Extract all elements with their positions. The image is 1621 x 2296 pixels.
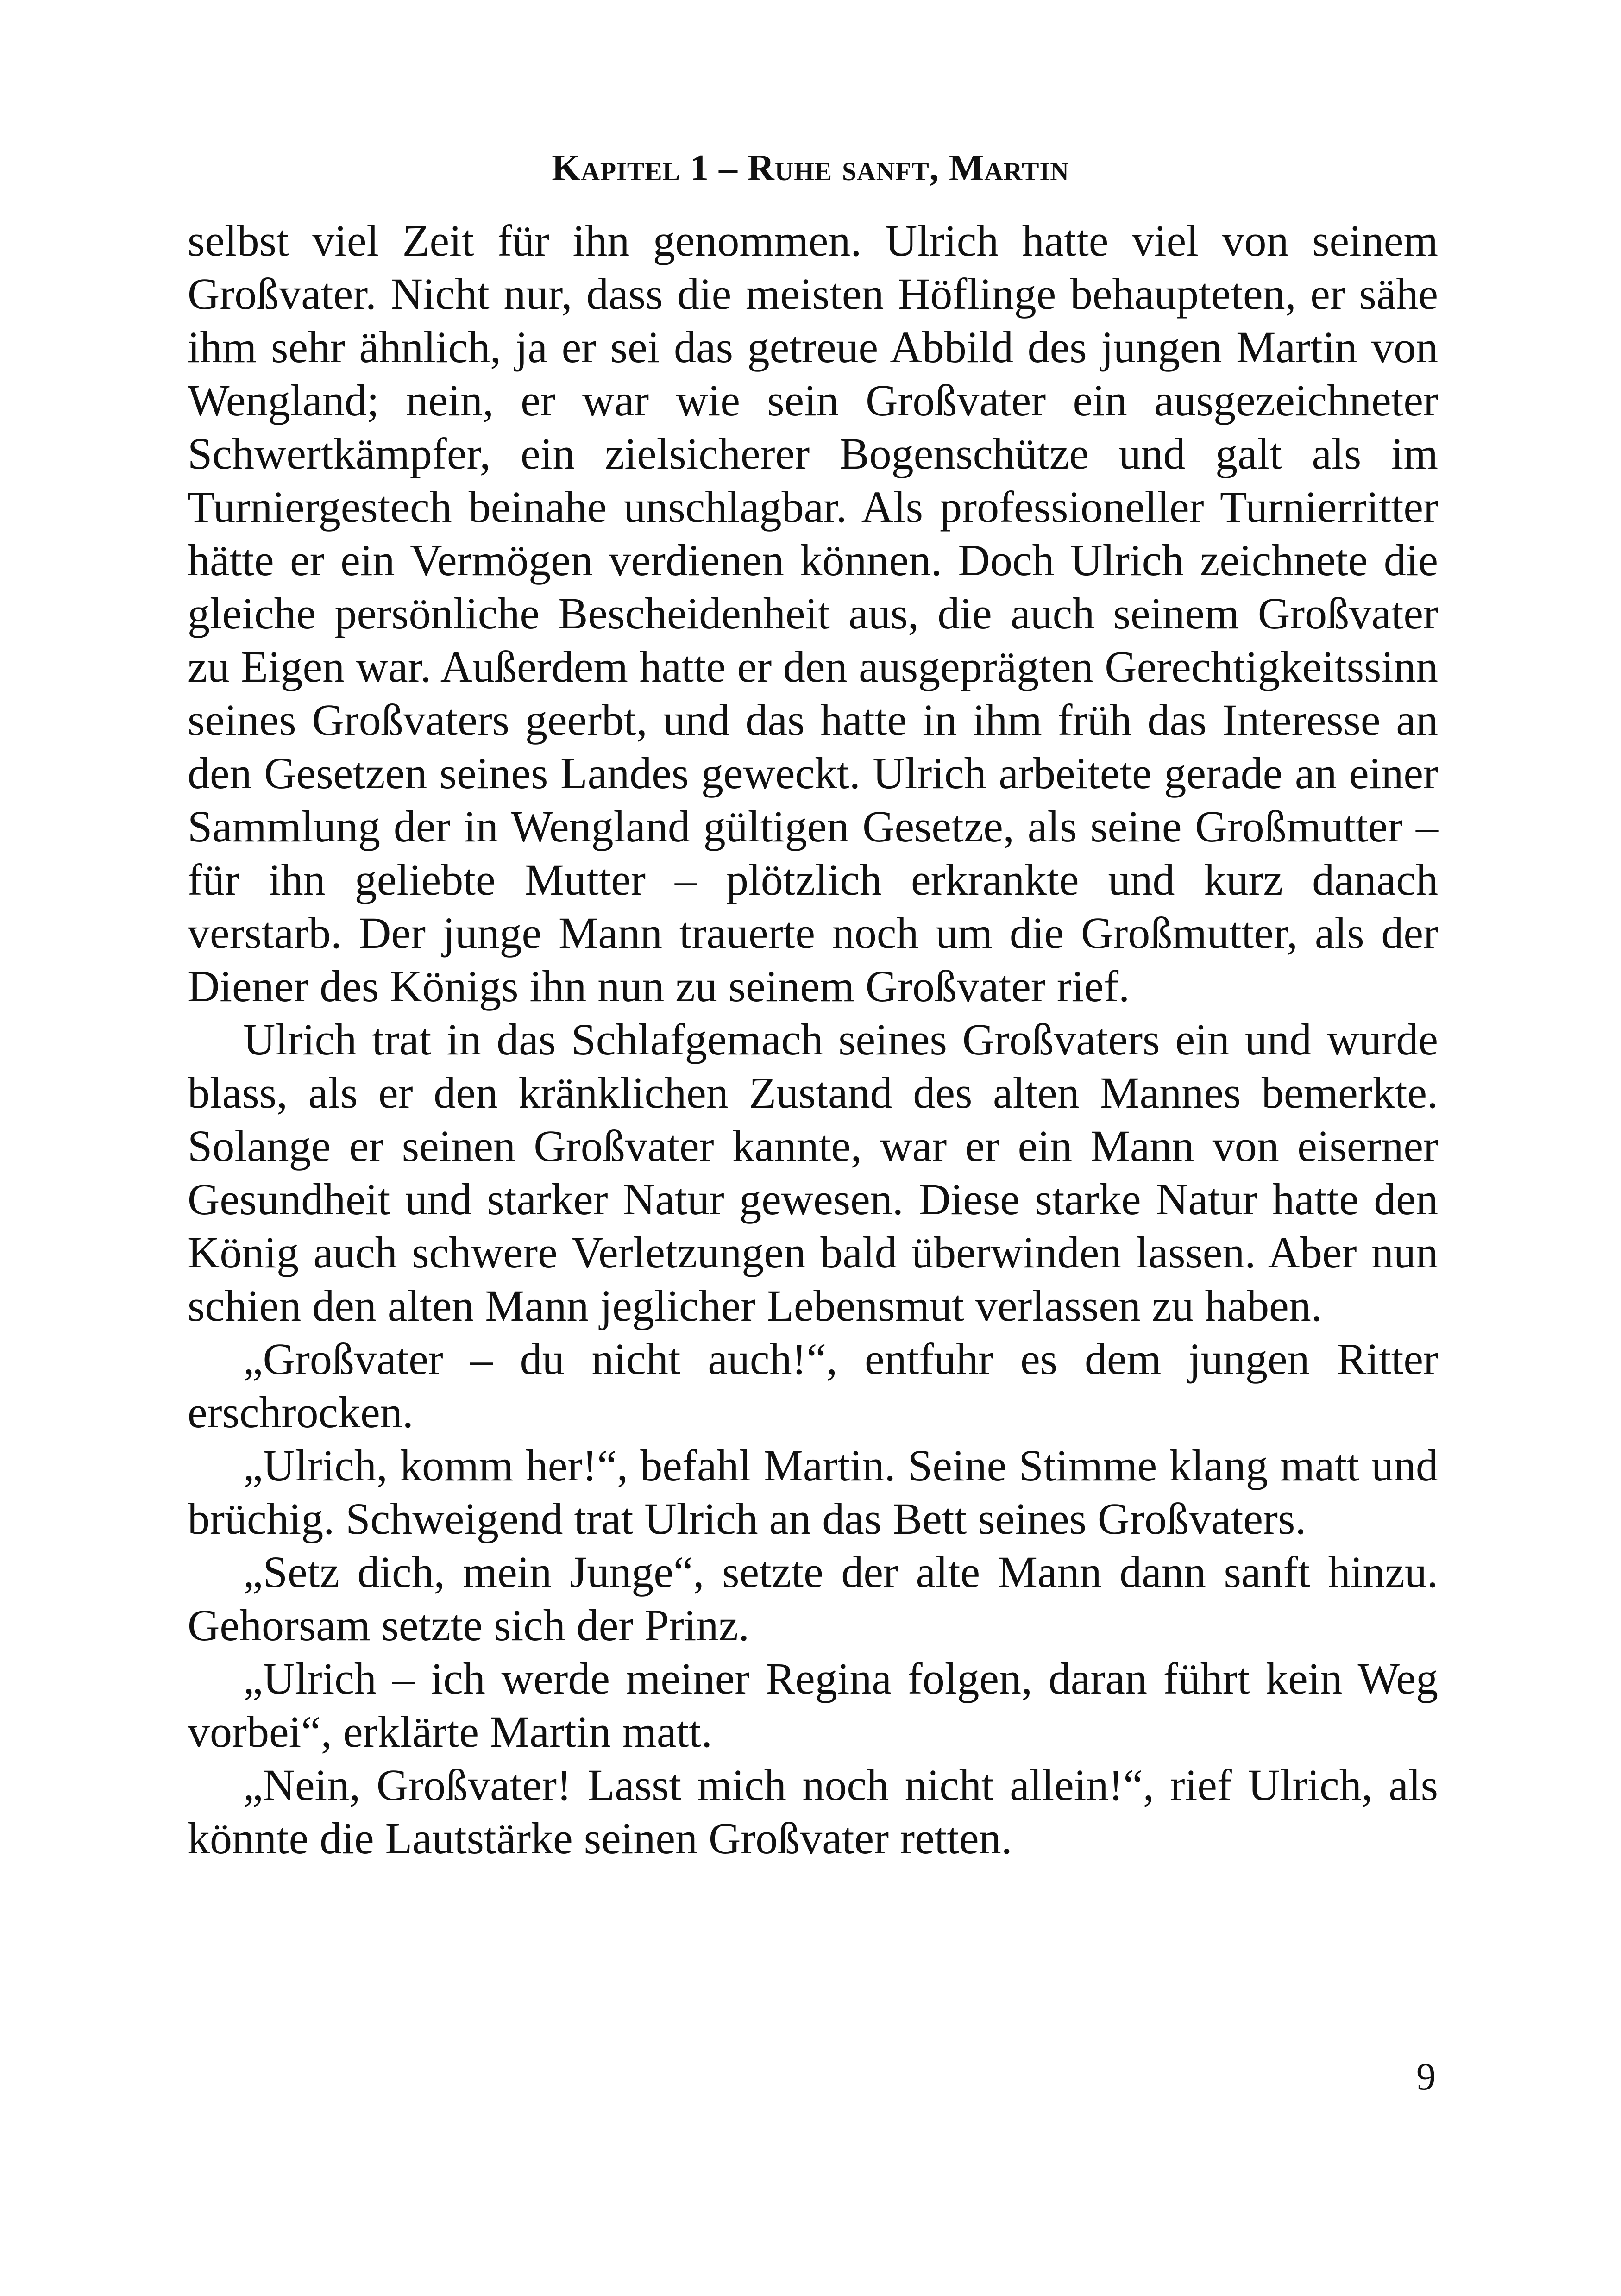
paragraph: selbst viel Zeit für ihn genommen. Ulrich hatte viel von seinem Großvater. Nicht nur, dass die meisten Höflinge behaupteten, er sähe ihm sehr ähnlich, ja er sei das getreue Abbild des jungen Martin von Wengland; nein, er war wie sein Großvater ein ausgezeichneter Schwertkämpfer, ein zielsicherer Bogenschütze und galt als im Turniergestech beinahe unschlagbar. Als professioneller Turnierritter hätte er ein Vermögen verdienen können. Doch Ulrich zeichnete die gleiche persönliche Bescheidenheit aus, die auch seinem Großvater zu Eigen war. Außerdem hatte er den ausgeprägten Gerechtigkeitssinn seines Großvaters geerbt, und das hatte in ihm früh das Interesse an den Gesetzen seines Landes geweckt. Ulrich arbeitete gerade an einer Sammlung der in Wengland gültigen Gesetze, als seine Großmutter – für ihn geliebte Mutter – plötzlich erkrankte und kurz danach verstarb. Der junge Mann trauerte noch um die Großmutter, als der Diener des Königs ihn nun zu seinem Großvater rief. xyxy=(188,216,1438,1011)
paragraph: „Großvater – du nicht auch!“, entfuhr es dem jungen Ritter erschrocken. xyxy=(188,1334,1438,1437)
paragraph: „Ulrich – ich werde meiner Regina folgen, daran führt kein Weg vorbei“, erklärte Martin matt. xyxy=(188,1654,1438,1757)
page-number: 9 xyxy=(1416,2055,1436,2098)
paragraph: „Nein, Großvater! Lasst mich noch nicht allein!“, rief Ulrich, als könnte die Lautstärke seinen Großvater retten. xyxy=(188,1760,1438,1863)
paragraph: „Setz dich, mein Junge“, setzte der alte Mann dann sanft hinzu. Gehorsam setzte sich der Prinz. xyxy=(188,1547,1438,1650)
running-head: Kapitel 1 – Ruhe sanft, Martin xyxy=(552,148,1069,188)
paragraph: „Ulrich, komm her!“, befahl Martin. Seine Stimme klang matt und brüchig. Schweigend trat Ulrich an das Bett seines Großvaters. xyxy=(188,1441,1438,1543)
body-text xyxy=(188,214,1438,1865)
paragraph: Ulrich trat in das Schlafgemach seines Großvaters ein und wurde blass, als er den kränklichen Zustand des alten Mannes bemerkte. Solange er seinen Großvater kannte, war er ein Mann von eiserner Gesundheit und starker Natur gewesen. Diese starke Natur hatte den König auch schwere Verletzungen bald überwinden lassen. Aber nun schien den alten Mann jeglicher Lebensmut verlassen zu haben. xyxy=(188,1015,1438,1330)
